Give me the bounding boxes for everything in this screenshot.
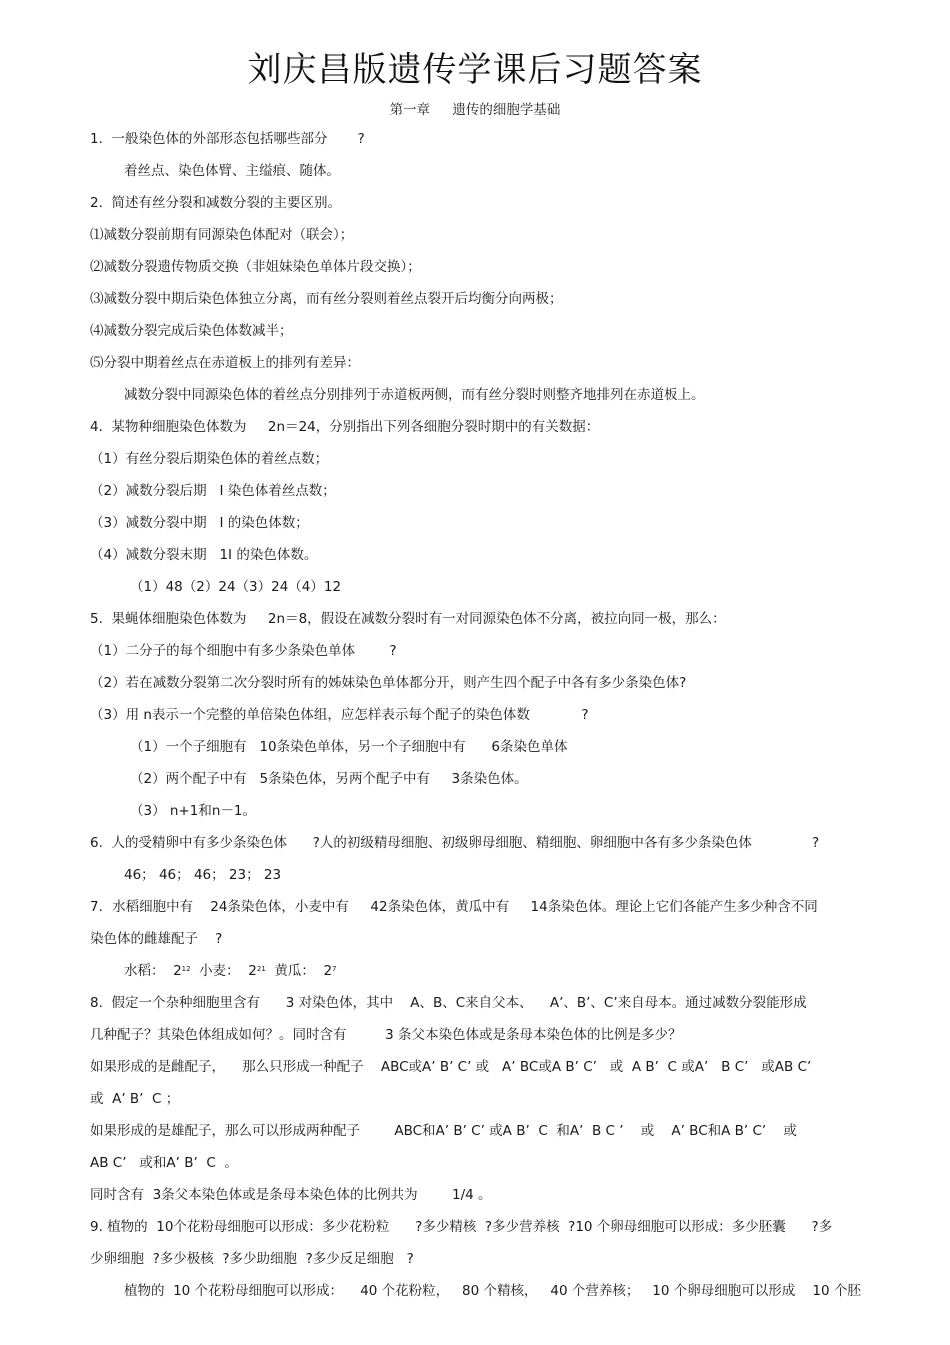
answer-8-male-cont: AB C’ 或和A’ B’ C 。 (90, 1155, 238, 1171)
question-9-cont: 少卵细胞 ?多少极核 ?多少助细胞 ?多少反足细胞 ? (90, 1251, 414, 1267)
answer-5-part-2: （2）两个配子中有 5条染色体，另两个配子中有 3条染色体。 (130, 771, 528, 787)
answer-2-item-4: ⑷减数分裂完成后染色体数减半； (90, 323, 293, 339)
question-4-part-2: （2）减数分裂后期 I 染色体着丝点数； (90, 483, 336, 499)
question-4-part-3: （3）减数分裂中期 I 的染色体数； (90, 515, 309, 531)
answer-8-ratio: 同时含有 3条父本染色体或是条母本染色体的比例共为 1/4 。 (90, 1187, 492, 1203)
document-title: 刘庆昌版遗传学课后习题答案 (247, 50, 703, 90)
answer-9: 植物的 10 个花粉母细胞可以形成： 40 个花粉粒， 80 个精核， 40 个营养核； 10 个卵母细胞可以形成 10 个胚 (124, 1283, 861, 1299)
answer-5-part-1: （1）一个子细胞有 10条染色单体，另一个子细胞中有 6条染色单体 (130, 739, 568, 755)
answer-8-male: 如果形成的是雄配子，那么可以形成两种配子 ABC和A’ B’ C’ 或A B’ C 和A’ B C ’ 或 A’ BC和A B’ C’ 或 (90, 1123, 797, 1139)
answer-7-rice: 水稻： 2 (124, 963, 182, 979)
answer-7-cucumber: 黄瓜： 2 (265, 963, 333, 979)
question-2: 2. 简述有丝分裂和减数分裂的主要区别。 (90, 195, 341, 211)
answer-7-cucumber-exp: 7 (332, 965, 337, 973)
answer-5-part-3: （3） n+1和n－1。 (130, 803, 256, 819)
answer-2-item-5: ⑸分裂中期着丝点在赤道板上的排列有差异： (90, 355, 360, 371)
chapter-heading: 第一章 遗传的细胞学基础 (389, 102, 561, 118)
question-5-part-2: （2）若在减数分裂第二次分裂时所有的姊妹染色单体都分开，则产生四个配子中各有多少条染色体? (90, 675, 687, 691)
question-6: 6. 人的受精卵中有多少条染色体 ?人的初级精母细胞、初级卵母细胞、精细胞、卵细胞中各有多少条染色体 ? (90, 835, 820, 851)
question-4: 4. 某物种细胞染色体数为 2n＝24，分别指出下列各细胞分裂时期中的有关数据： (90, 419, 600, 435)
answer-6: 46； 46； 46； 23； 23 (124, 867, 282, 883)
answer-7-wheat-exp: 21 (256, 965, 266, 973)
question-8: 8. 假定一个杂种细胞里含有 3 对染色体，其中 A、B、C来自父本、 A’、B’、C’来自母本。通过减数分裂能形成 (90, 995, 807, 1011)
answer-2-item-1: ⑴减数分裂前期有同源染色体配对（联会）； (90, 227, 354, 243)
question-4-part-4: （4）减数分裂末期 1I 的染色体数。 (90, 547, 318, 563)
question-9: 9. 植物的 10个花粉母细胞可以形成：多少花粉粒 ?多少精核 ?多少营养核 ?10 个卵母细胞可以形成：多少胚囊 ?多 (90, 1219, 833, 1235)
answer-4: （1）48（2）24（3）24（4）12 (130, 579, 342, 595)
answer-8-female: 如果形成的是雌配子， 那么只形成一种配子 ABC或A’ B’ C’ 或 A’ BC或A B’ C’ 或 A B’ C 或A’ B C’ 或AB C’ (90, 1059, 812, 1075)
question-7-cont: 染色体的雌雄配子 ? (90, 931, 223, 947)
question-4-part-1: （1）有丝分裂后期染色体的着丝点数； (90, 451, 329, 467)
question-1: 1. 一般染色体的外部形态包括哪些部分 ? (90, 131, 365, 147)
answer-7 (124, 962, 337, 982)
answer-7-wheat: 小麦： 2 (190, 963, 257, 979)
question-7: 7．水稻细胞中有 24条染色体，小麦中有 42条染色体，黄瓜中有 14条染色体。理论上它们各能产生多少种含不同 (90, 899, 818, 915)
answer-7-rice-exp: 12 (181, 965, 191, 973)
answer-1: 着丝点、染色体臂、主缢痕、随体。 (124, 163, 340, 179)
answer-2-item-2: ⑵减数分裂遗传物质交换（非姐妹染色单体片段交换）； (90, 259, 421, 275)
answer-2-item-3: ⑶减数分裂中期后染色体独立分离，而有丝分裂则着丝点裂开后均衡分向两极； (90, 291, 563, 307)
question-5-part-3: （3）用 n表示一个完整的单倍染色体组，应怎样表示每个配子的染色体数 ? (90, 707, 589, 723)
question-5: 5. 果蝇体细胞染色体数为 2n＝8，假设在减数分裂时有一对同源染色体不分离，被拉向同一极，那么： (90, 611, 726, 627)
question-8-cont: 几种配子？其染色体组成如何？。同时含有 3 条父本染色体或是条母本染色体的比例是多少？ (90, 1027, 682, 1043)
answer-8-female-cont: 或 A’ B’ C ； (90, 1091, 180, 1107)
question-5-part-1: （1）二分子的每个细胞中有多少条染色单体 ? (90, 643, 397, 659)
answer-2-item-5-detail: 减数分裂中同源染色体的着丝点分别排列于赤道板两侧，而有丝分裂时则整齐地排列在赤道板上。 (124, 387, 705, 403)
